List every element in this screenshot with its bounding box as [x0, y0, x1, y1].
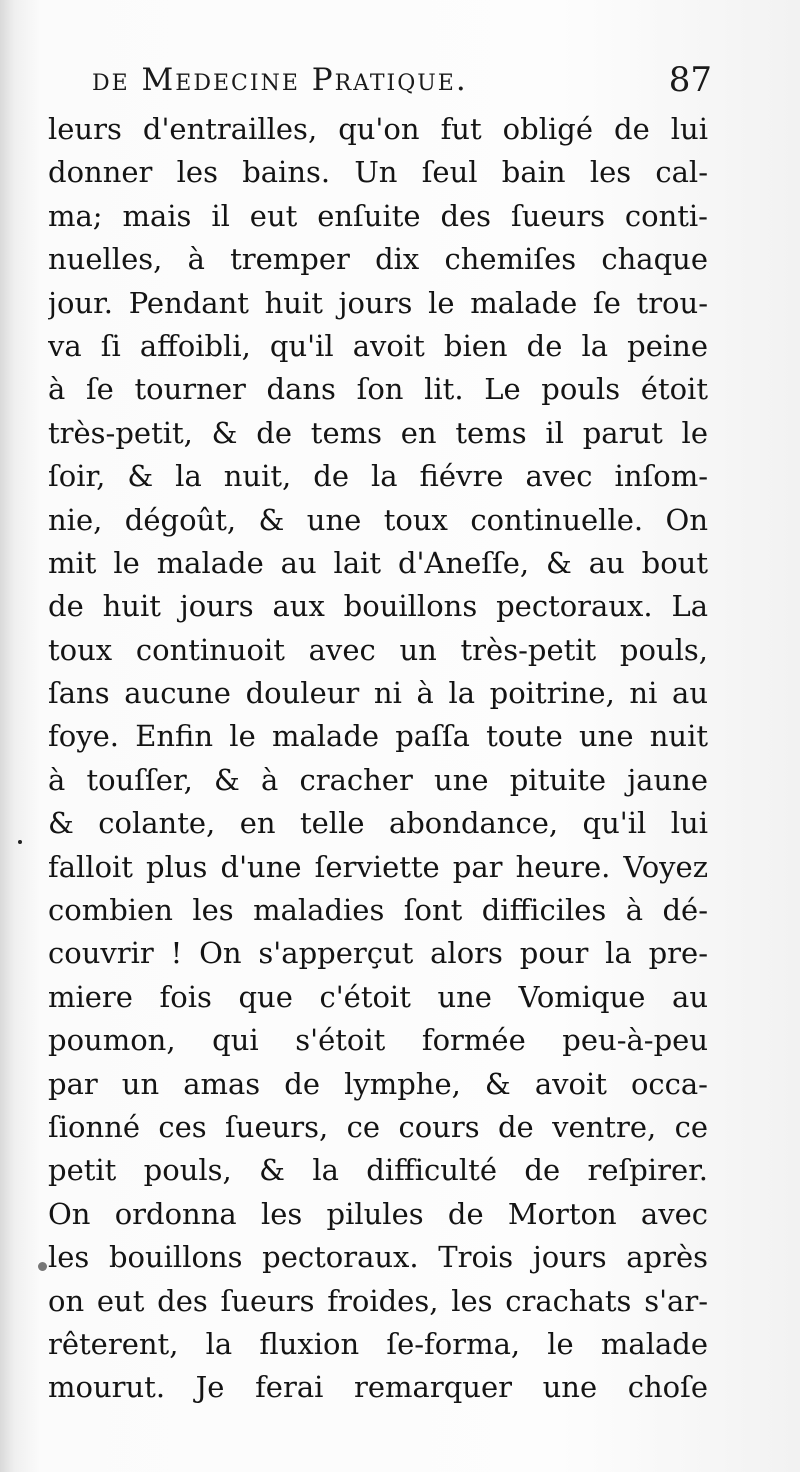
text-line: rêterent, la fluxion ſe-forma, le malade — [48, 1326, 708, 1361]
text-line: miere fois que c'étoit une Vomique au — [48, 979, 708, 1014]
text-line: les bouillons pectoraux. Trois jours après — [48, 1240, 708, 1275]
text-line: jour. Pendant huit jours le malade ſe trou- — [48, 285, 708, 320]
running-head: de Medecine Pratique. — [92, 62, 468, 98]
text-line: combien les maladies ſont difficiles à dé- — [48, 893, 708, 928]
text-line: va ſi affoibli, qu'il avoit bien de la peine — [48, 328, 708, 363]
text-line: mit le malade au lait d'Aneſſe, & au bout — [48, 545, 708, 580]
page-number: 87 — [668, 60, 712, 100]
text-line: petit pouls, & la difficulté de reſpirer. — [48, 1153, 708, 1188]
text-line: on eut des ſueurs froides, les crachats s'ar- — [48, 1283, 708, 1318]
text-line: ſans aucune douleur ni à la poitrine, ni au — [48, 676, 708, 711]
text-line: ma; mais il eut enſuite des ſueurs conti- — [48, 198, 708, 233]
text-line: par un amas de lymphe, & avoit occa- — [48, 1066, 708, 1101]
ink-speck — [18, 840, 22, 844]
text-line: ſionné ces ſueurs, ce cours de ventre, ce — [48, 1109, 708, 1144]
ink-speck — [38, 1262, 47, 1271]
text-line: à ſe tourner dans ſon lit. Le pouls étoit — [48, 372, 708, 407]
text-line: foye. Enfin le malade paſſa toute une nuit — [48, 719, 708, 754]
text-line: leurs d'entrailles, qu'on fut obligé de lui — [48, 112, 708, 146]
text-line: donner les bains. Un ſeul bain les cal- — [48, 155, 708, 190]
text-line: nie, dégoût, & une toux continuelle. On — [48, 502, 708, 537]
text-line: couvrir ! On s'apperçut alors pour la pre- — [48, 936, 708, 971]
text-line: ſoir, & la nuit, de la fiévre avec inſom- — [48, 459, 708, 494]
body-text — [48, 108, 708, 1410]
text-line: très-petit, & de tems en tems il parut le — [48, 415, 708, 450]
text-line: poumon, qui s'étoit formée peu-à-peu — [48, 1023, 708, 1058]
text-line: de huit jours aux bouillons pectoraux. La — [48, 589, 708, 624]
text-line: à touſſer, & à cracher une pituite jaune — [48, 762, 708, 797]
text-line: nuelles, à tremper dix chemiſes chaque — [48, 242, 708, 277]
page-header — [92, 60, 712, 110]
text-line: falloit plus d'une ſerviette par heure. Voyez — [48, 849, 708, 884]
text-line: toux continuoit avec un très-petit pouls, — [48, 632, 708, 667]
text-line: & colante, en telle abondance, qu'il lui — [48, 806, 708, 841]
text-line: On ordonna les pilules de Morton avec — [48, 1196, 708, 1231]
text-line: mourut. Je ferai remarquer une choſe — [48, 1370, 708, 1405]
